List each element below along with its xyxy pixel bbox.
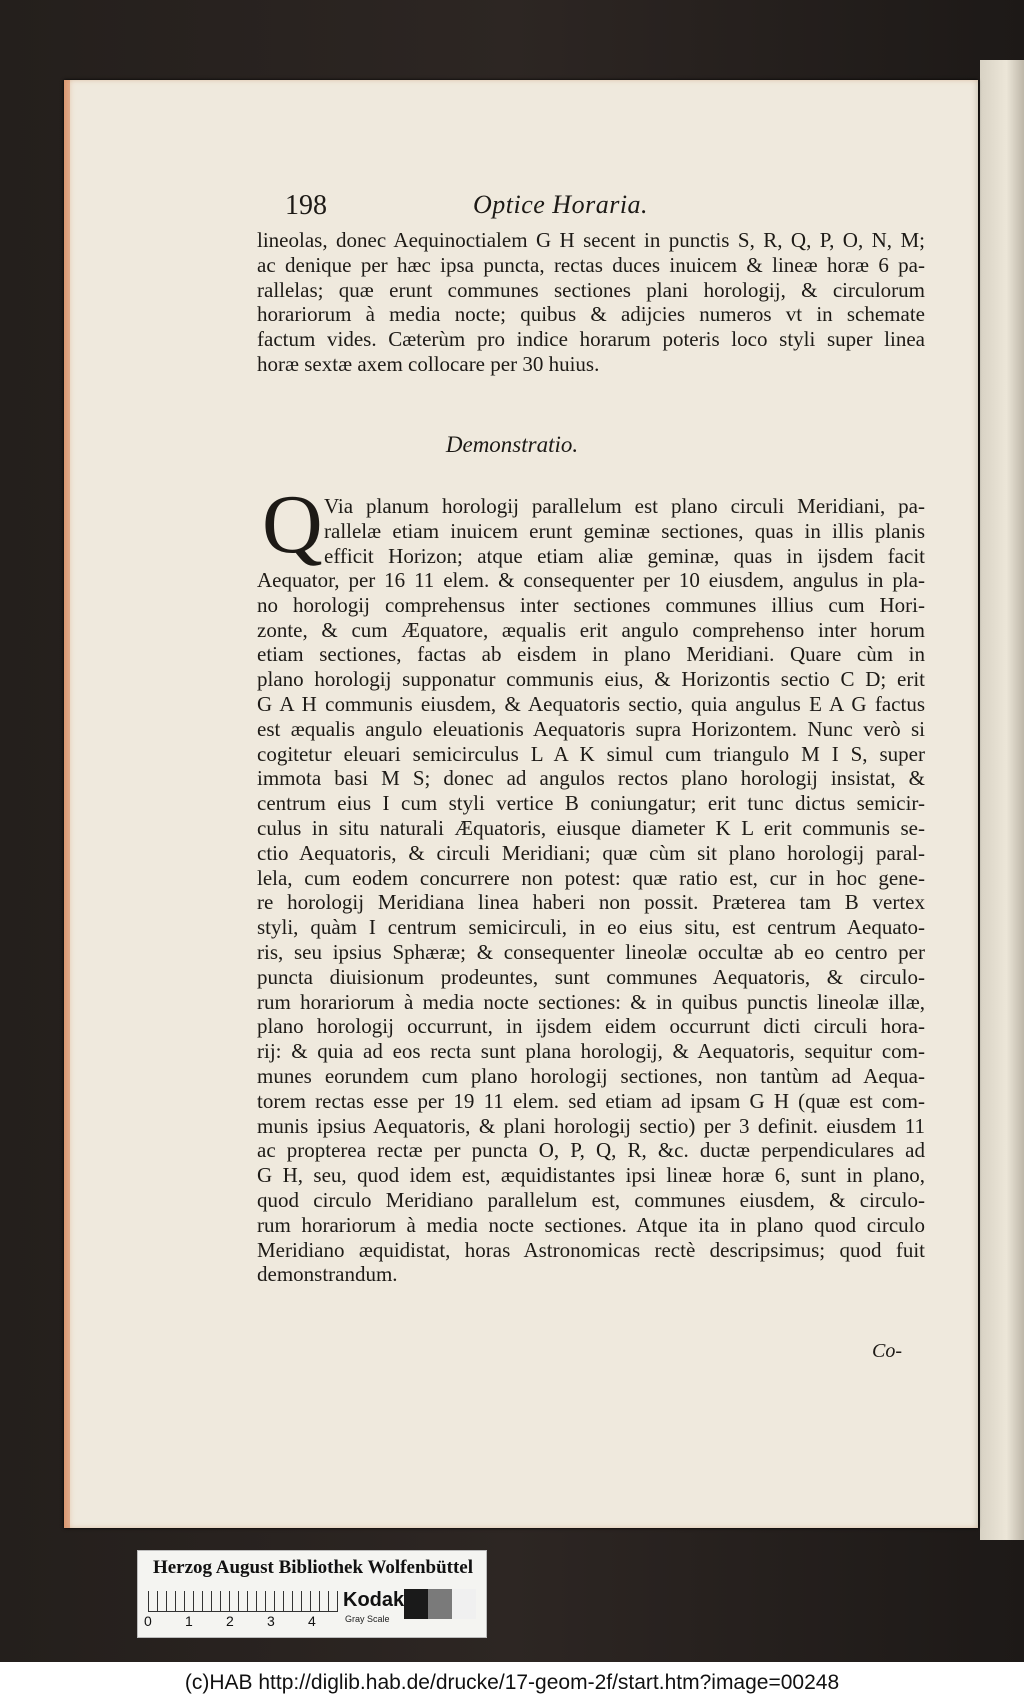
text-line: lela, cum eodem concurrere non potest: quæ ratio est, cur in hoc gene-	[257, 865, 925, 890]
paragraph-instructions	[257, 228, 925, 377]
text-line: Meridiano æquidistat, horas Astronomicas rectè descripsimus; quod fuit	[257, 1237, 925, 1262]
text-line: re horologij Meridiana linea haberi non possit. Præterea tam B vertex	[257, 890, 925, 915]
text-line: efficit Horizon; atque etiam aliæ geminæ, quas in ijsdem facit	[324, 543, 925, 568]
text-line: demonstrandum.	[257, 1262, 398, 1287]
text-line: ris, seu ipsius Sphæræ; & consequenter lineolæ occultæ ab eo centro per	[257, 939, 925, 964]
text-line: horariorum à media nocte; quibus & adijcies numeros vt in schemate	[257, 302, 925, 327]
text-line: immota basi M S; donec ad angulos rectos plano horologij insistat, &	[257, 766, 925, 791]
text-line: ac propterea rectæ per puncta O, P, Q, R, &c. ductæ perpendiculares ad	[257, 1138, 925, 1163]
text-line: Via planum horologij parallelum est plano circuli Meridiani, pa-	[324, 494, 925, 518]
text-line: rij: & quia ad eos recta sunt plana horologij, & Aequatoris, sequitur com-	[257, 1039, 925, 1064]
running-head: Optice Horaria.	[473, 190, 649, 219]
text-line: rum horariorum à media nocte sectiones. Atque ita in plano quod circulo	[257, 1212, 925, 1237]
catchword: Co-	[872, 1340, 902, 1362]
scale-ruler	[148, 1591, 338, 1612]
text-line: rallelæ etiam inuicem erunt geminæ sectiones, quas in illis planis	[324, 518, 925, 543]
text-line: ctio Aequatoris, & circuli Meridiani; quæ cùm sit plano horologij paral-	[257, 840, 925, 865]
text-line: etiam sectiones, factas ab eisdem in plano Meridiani. Quare cùm in	[257, 642, 925, 667]
section-title: Demonstratio.	[445, 432, 579, 457]
text-line: G A H communis eiusdem, & Aequatoris sectio, quia angulus E A G factus	[257, 691, 925, 716]
text-line: munis ipsius Aequatoris, & plani horologij sectio) per 3 definit. eiusdem 11	[257, 1113, 925, 1138]
gray-swatch	[428, 1589, 452, 1619]
ruler-number: 1	[185, 1613, 193, 1629]
text-line: puncta diuisionum prodeuntes, sunt communes Aequatoris, & circulo-	[257, 964, 925, 989]
text-line: culus in situ naturali Æquatoris, eiusque diameter K L erit communis se-	[257, 815, 925, 840]
text-line: rallelas; quæ erunt communes sectiones plani horologij, & circulorum	[257, 277, 925, 302]
text-line: Aequator, per 16 11 elem. & consequenter per 10 eiusdem, angulus in pla-	[257, 568, 925, 592]
gray-scale-swatches	[404, 1589, 476, 1619]
paragraph-demonstration-opening	[324, 494, 925, 568]
text-line: factum vides. Cæterùm pro indice horarum poteris loco styli super linea	[257, 327, 925, 352]
text-line: ac denique per hæc ipsa puncta, rectas duces inuicem & lineæ horæ 6 pa-	[257, 252, 925, 277]
brand-subtitle: Gray Scale	[345, 1614, 390, 1624]
library-name: Herzog August Bibliothek Wolfenbüttel	[152, 1557, 474, 1578]
text-line: rum horariorum à media nocte sectiones: & in quibus punctis lineolæ illæ,	[257, 989, 925, 1014]
footer-bar	[0, 1662, 1024, 1702]
text-line: G H, seu, quod idem est, æquidistantes ipsi lineæ horæ 6, sunt in plano,	[257, 1163, 925, 1188]
page-header	[285, 190, 925, 226]
text-line: plano horologij occurrunt, in ijsdem eidem occurrunt dicti circuli hora-	[257, 1014, 925, 1039]
library-label	[137, 1550, 487, 1638]
text-line: horæ sextæ axem collocare per 30 huius.	[257, 351, 600, 376]
text-line: styli, quàm I centrum semicirculi, in eo eius situ, est centrum Aequato-	[257, 915, 925, 940]
copyright-url: (c)HAB http://diglib.hab.de/drucke/17-geom-2f/start.htm?image=00248	[184, 1671, 840, 1694]
text-line: zonte, & cum Æquatore, æqualis erit angulo comprehenso inter horum	[257, 617, 925, 642]
ruler-number: 2	[226, 1613, 234, 1629]
ruler-numbers	[144, 1613, 344, 1633]
ruler-number: 0	[144, 1613, 152, 1629]
page-edge-stain	[64, 80, 70, 1528]
text-line: torem rectas esse per 19 11 elem. sed etiam ad ipsam G H (quæ est com-	[257, 1088, 925, 1113]
text-line: munes eorundem cum plano horologij sectiones, non tantùm ad Aequa-	[257, 1063, 925, 1088]
gray-swatch	[404, 1589, 428, 1619]
text-line: quod circulo Meridiano parallelum est, communes eiusdem, & circulo-	[257, 1187, 925, 1212]
text-line: no horologij comprehensus inter sectiones communes illius cum Hori-	[257, 592, 925, 617]
text-line: lineolas, donec Aequinoctialem G H secent in punctis S, R, Q, P, O, N, M;	[257, 228, 925, 252]
brand-name: Kodak	[343, 1589, 405, 1611]
text-line: centrum eius I cum styli vertice B coniungatur; erit tunc dictus semicir-	[257, 791, 925, 816]
ruler-number: 3	[267, 1613, 275, 1629]
text-line: est æqualis angulo eleuationis Aequatoris supra Horizontem. Nunc verò si	[257, 716, 925, 741]
ruler-number: 4	[308, 1613, 316, 1629]
text-line: plano horologij supponatur communis eius, & Horizontis sectio C D; erit	[257, 667, 925, 692]
gray-swatch	[452, 1589, 476, 1619]
drop-cap: Q	[262, 478, 323, 571]
page-number: 198	[285, 190, 327, 221]
text-line: cogitetur eleuari semicirculus L A K simul cum triangulo M I S, super	[257, 741, 925, 766]
paragraph-demonstration	[257, 568, 925, 1287]
facing-page-edge	[980, 60, 1024, 1540]
